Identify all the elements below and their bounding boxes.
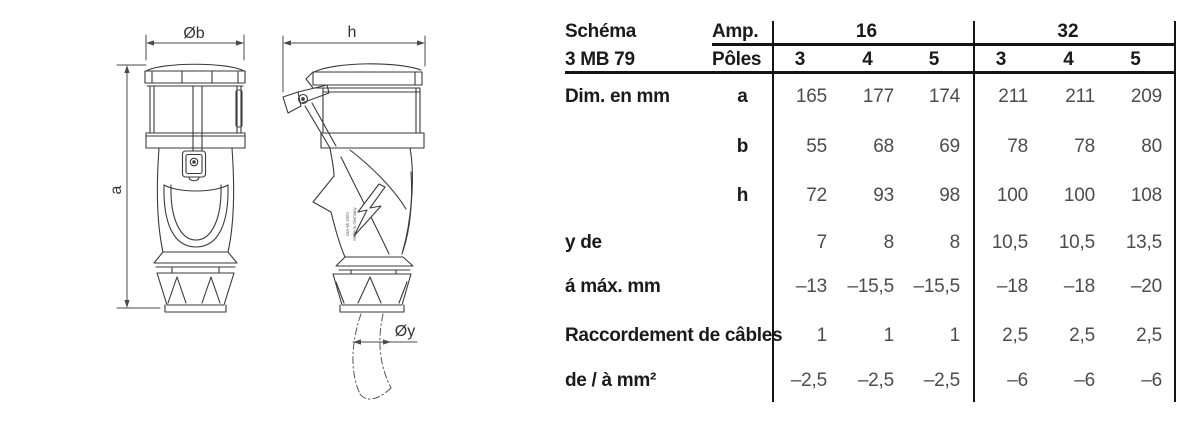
table-cell: –6 (1074, 370, 1095, 391)
table-cell: 209 (1130, 86, 1162, 107)
table-cell: 2,5 (1136, 325, 1162, 346)
side-skirt (336, 257, 413, 274)
table-cell: 108 (1130, 185, 1162, 206)
connector-front-view (108, 25, 245, 312)
table-cell: 10,5 (1058, 232, 1095, 253)
row-sublabel (712, 368, 773, 394)
svg-text:Made in Germany: Made in Germany (352, 207, 357, 241)
row-sublabel: a (737, 86, 748, 107)
table-cell: –15,5 (847, 276, 894, 297)
table-cell: 93 (873, 185, 894, 206)
row-label: y de (565, 232, 602, 253)
poles-label: Pôles (712, 49, 762, 70)
dimension-y (353, 339, 417, 344)
amp-label: Amp. (712, 21, 759, 42)
table-cell: 7 (816, 232, 827, 253)
connector-side-view (283, 24, 425, 399)
dimension-label-b: Øb (183, 25, 205, 42)
dimension-label-y: Øy (394, 323, 416, 340)
side-cap (306, 64, 422, 88)
pole-column-header: 4 (862, 49, 873, 70)
marking-text (345, 206, 357, 240)
side-cable-gland (333, 274, 411, 312)
table-cell: 165 (795, 86, 827, 107)
table-cell: 1 (816, 325, 827, 346)
table-cell: 78 (1007, 136, 1028, 157)
amp-group-16: 16 (855, 21, 878, 42)
table-cell: 2,5 (1069, 325, 1095, 346)
pole-column-header: 3 (995, 49, 1007, 70)
front-cap (145, 64, 245, 86)
front-clamp-block (183, 151, 206, 181)
table-cell: 80 (1141, 136, 1162, 157)
pole-column-header: 3 (794, 49, 806, 70)
table-cell: 98 (939, 185, 960, 206)
row-sublabel (712, 323, 773, 349)
row-sublabel: b (736, 136, 749, 157)
table-cell: –18 (996, 276, 1028, 297)
table-cell: 72 (806, 185, 827, 206)
row-label: Raccordement de câbles (565, 325, 783, 346)
table-cell: 8 (949, 232, 960, 253)
row-sublabel (712, 230, 773, 256)
table-cell: –6 (1007, 370, 1028, 391)
row-label: Dim. en mm (565, 86, 670, 107)
table-cell: 68 (873, 136, 894, 157)
table-cell: 10,5 (991, 232, 1028, 253)
pole-column-header: 5 (928, 49, 940, 70)
side-upper-body (321, 88, 424, 148)
technical-drawing (0, 0, 560, 427)
table-cell: –15,5 (913, 276, 960, 297)
table-cell: –2,5 (923, 370, 960, 391)
table-cell: 177 (862, 86, 894, 107)
table-cell: 100 (1063, 185, 1095, 206)
dimension-label-a: a (108, 185, 125, 195)
cable-dashed-outline (353, 314, 391, 399)
table-cell: 55 (806, 136, 827, 157)
front-upper-body (146, 86, 245, 151)
table-cell: 1 (883, 325, 894, 346)
poles-header-rule (565, 71, 1176, 74)
table-cell: –2,5 (857, 370, 894, 391)
table-cell: –20 (1130, 276, 1162, 297)
amp-header-rule (712, 43, 1176, 46)
table-cell: 211 (1065, 86, 1095, 107)
table-cell: 100 (996, 185, 1028, 206)
dimension-label-h: h (347, 24, 357, 41)
cap-latch-lever (283, 85, 336, 148)
pole-column-header: 4 (1063, 49, 1074, 70)
schema-label: Schéma (565, 21, 637, 42)
table-cell: 174 (928, 86, 960, 107)
table-cell: –18 (1063, 276, 1095, 297)
table-cell: –6 (1141, 370, 1162, 391)
side-grip-body (313, 148, 412, 257)
table-cell: –13 (795, 276, 827, 297)
amp-group-32: 32 (1057, 21, 1079, 42)
row-sublabel (712, 274, 773, 300)
table-cell: 2,5 (1002, 325, 1028, 346)
row-label: á máx. mm (565, 276, 661, 297)
front-grip-body (157, 148, 233, 252)
table-cell: 78 (1074, 136, 1095, 157)
table-cell: 13,5 (1125, 232, 1162, 253)
row-label: de / à mm² (565, 370, 656, 391)
front-cable-gland (157, 273, 234, 312)
table-cell: 8 (883, 232, 894, 253)
table-cell: –2,5 (790, 370, 827, 391)
row-sublabel: h (736, 185, 749, 206)
table-cell: 1 (949, 325, 960, 346)
table-cell: 211 (998, 86, 1028, 107)
schema-value: 3 MB 79 (565, 49, 635, 70)
front-skirt (154, 252, 237, 273)
svg-text:16A-6h 400V: 16A-6h 400V (345, 211, 350, 237)
table-cell: 69 (939, 136, 960, 157)
pole-column-header: 5 (1130, 49, 1141, 70)
